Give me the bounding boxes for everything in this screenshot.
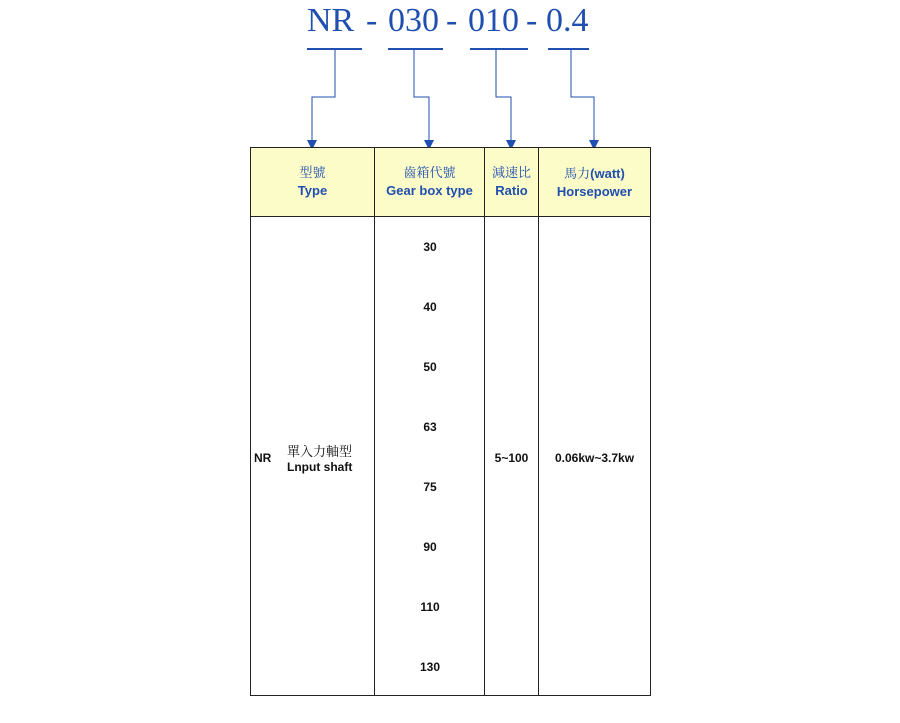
type-name-en: Lnput shaft <box>287 460 353 474</box>
header-type-en: Type <box>297 183 328 198</box>
gearbox-type-item: 130 <box>419 660 441 674</box>
gearbox-type-item: 63 <box>423 420 437 434</box>
header-gearbox <box>375 148 484 216</box>
model-code-separator: - <box>366 2 378 39</box>
header-ratio-zh: 減速比 <box>491 166 531 181</box>
header-power-en: Horsepower <box>556 183 633 199</box>
header-ratio <box>485 148 538 216</box>
horsepower-value: 0.06kw~3.7kw <box>554 451 635 465</box>
connector-power <box>571 49 594 142</box>
gearbox-type-item: 75 <box>423 480 437 494</box>
header-type <box>251 148 374 216</box>
header-power-zh: 馬力 <box>564 166 591 182</box>
header-type-zh: 型號 <box>299 166 326 181</box>
type-code: NR <box>254 451 272 465</box>
model-code-separator: - <box>446 2 458 39</box>
gearbox-type-item: 110 <box>420 600 440 614</box>
ratio-value: 5~100 <box>494 451 529 465</box>
model-code-ratio: 010 <box>468 2 519 39</box>
gearbox-type-item: 30 <box>423 240 437 254</box>
model-code-power: 0.4 <box>546 2 589 39</box>
connector-ratio <box>496 49 511 142</box>
header-gearbox-en: Gear box type <box>386 183 473 198</box>
connector-arrows <box>0 0 900 160</box>
connector-gearbox <box>414 49 429 142</box>
column-divider <box>538 148 539 695</box>
model-code-type: NR <box>307 2 355 39</box>
header-ratio-en: Ratio <box>495 183 528 198</box>
gearbox-type-item: 50 <box>423 360 437 374</box>
connector-type <box>312 49 335 142</box>
gearbox-type-item: 90 <box>423 540 437 554</box>
header-gearbox-zh: 齒箱代號 <box>403 166 456 181</box>
header-power-unit: (watt) <box>590 165 625 181</box>
model-code-separator: - <box>526 2 538 39</box>
spec-table <box>250 147 651 696</box>
model-code-gearbox: 030 <box>388 2 439 39</box>
type-name-zh: 單入力軸型 <box>287 445 353 460</box>
gearbox-type-item: 40 <box>423 300 437 314</box>
header-power <box>539 148 650 216</box>
